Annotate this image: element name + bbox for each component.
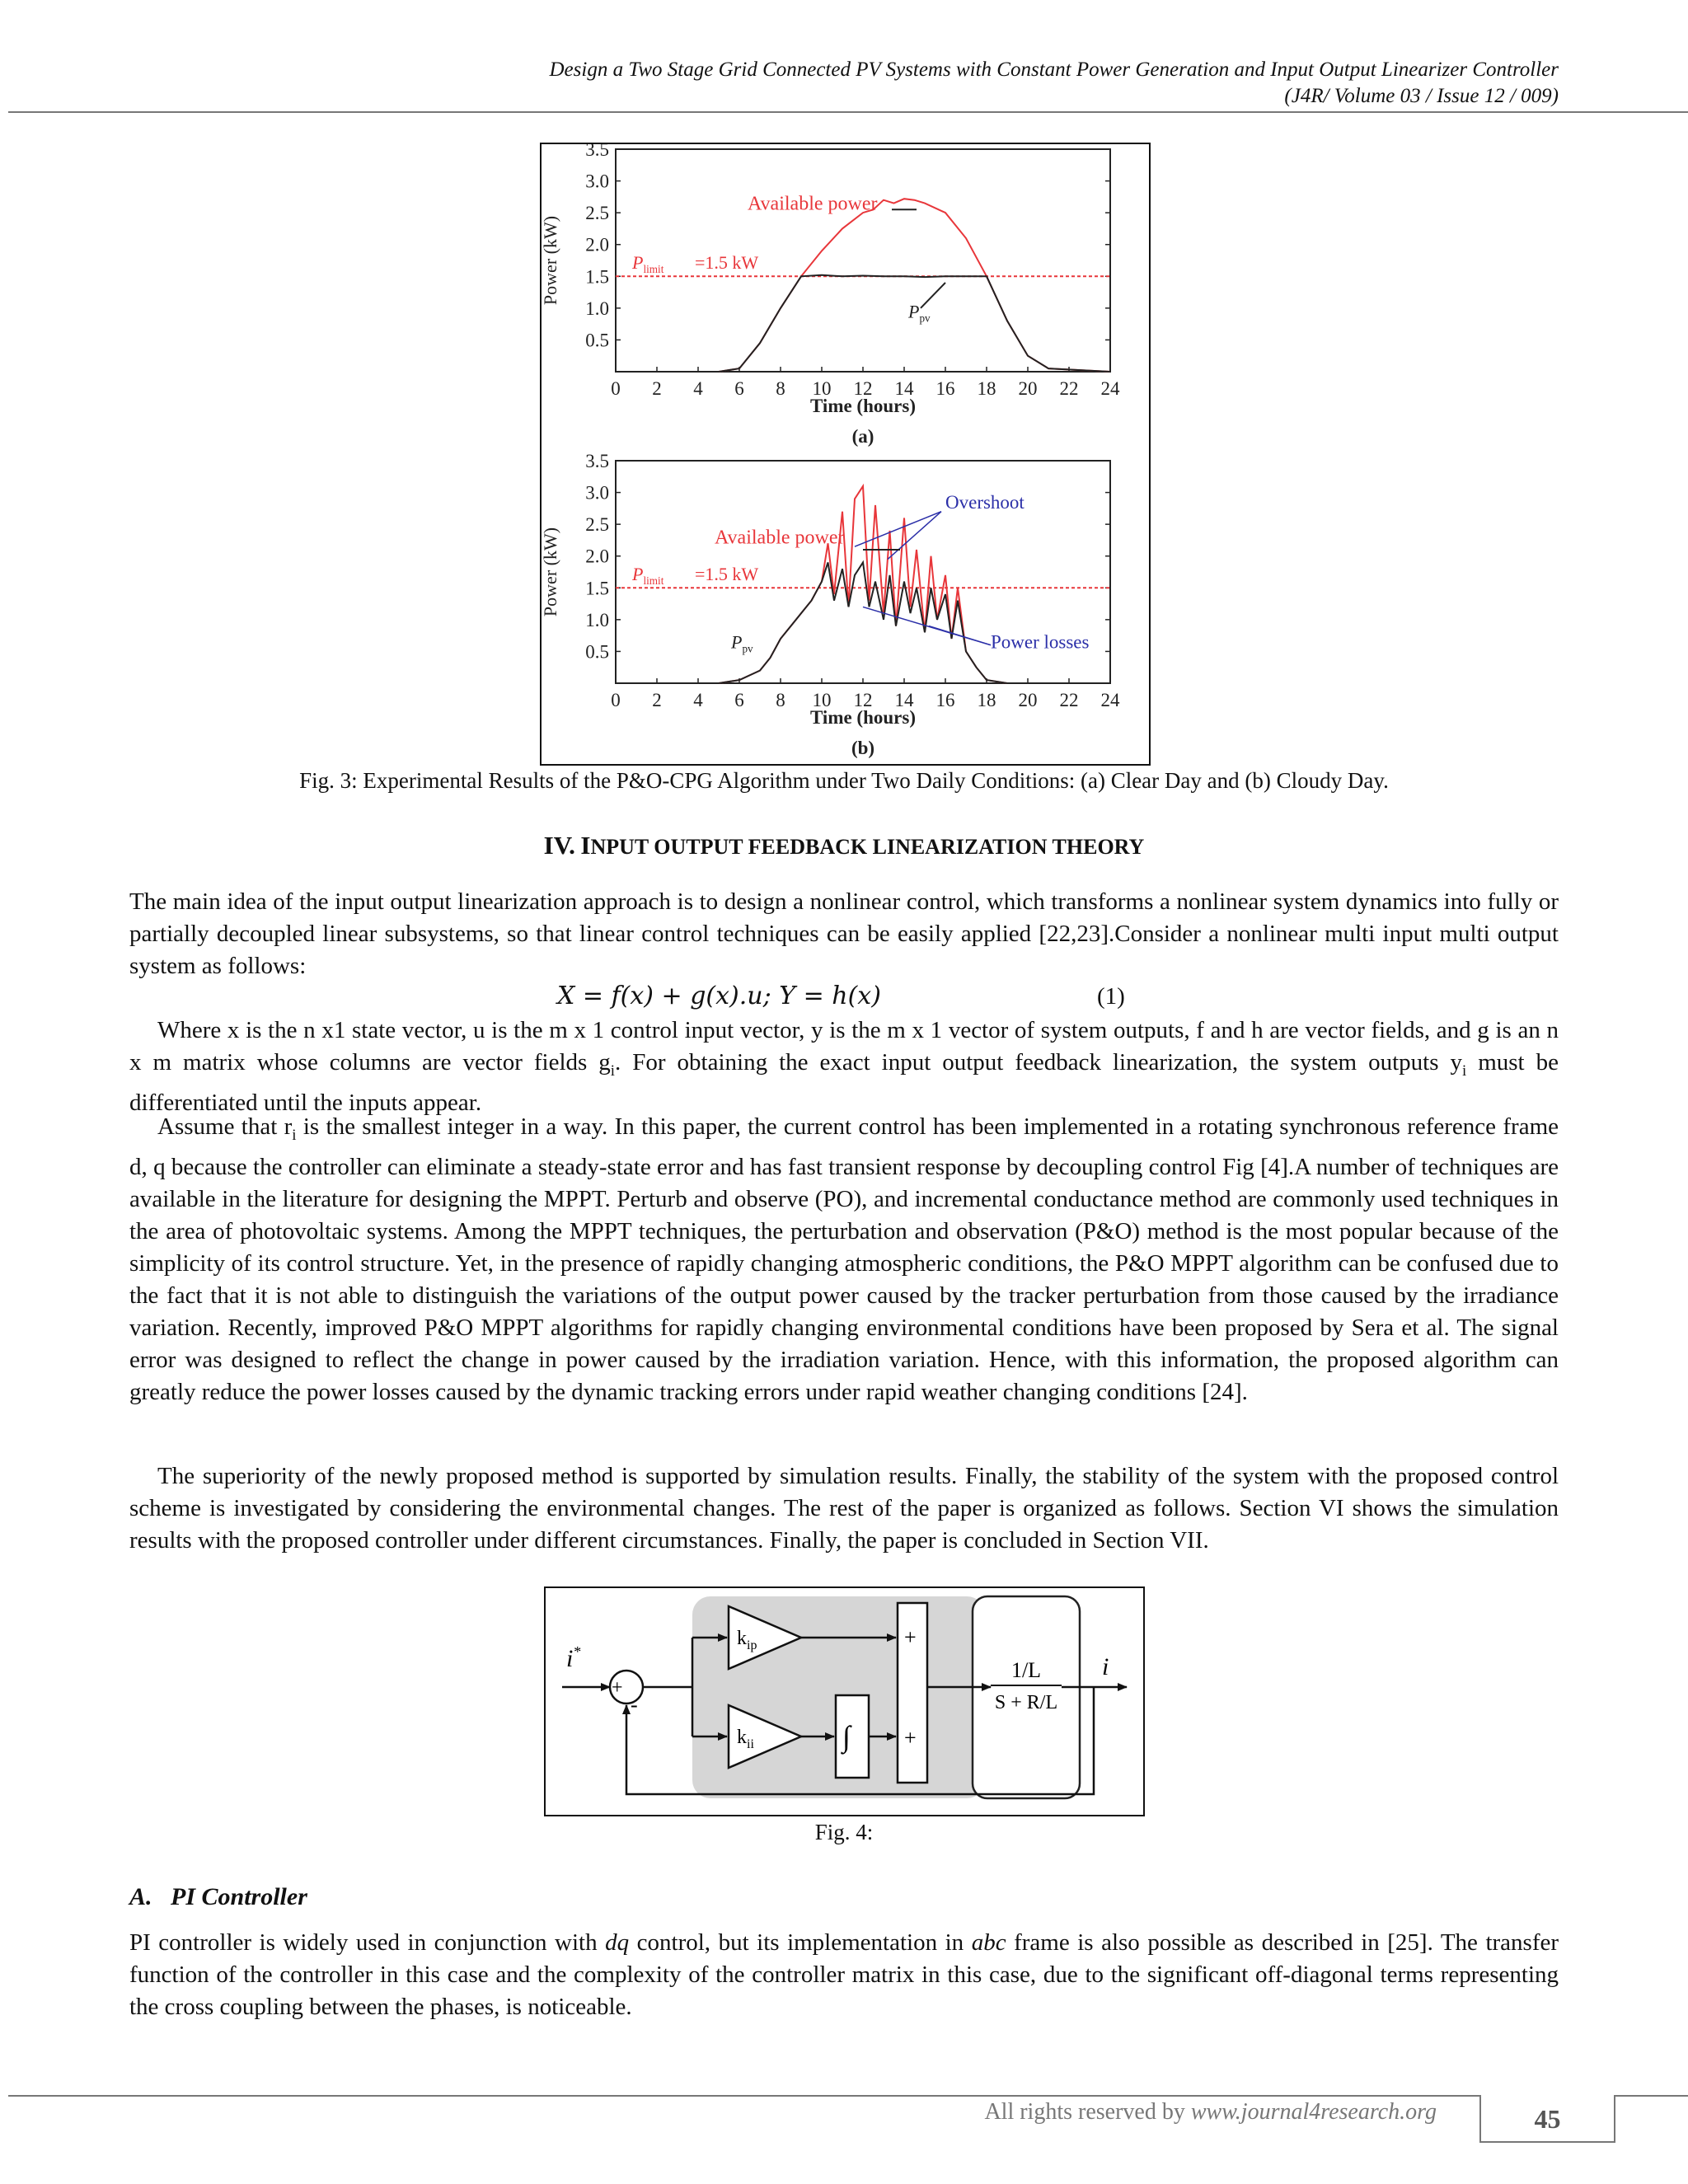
section-title-initial: I [580, 831, 591, 860]
x-tick-label: 2 [652, 690, 662, 710]
series-line-available-power [616, 486, 1110, 683]
kii-gain-label: $k_{ii}$ [737, 1727, 754, 1751]
y-tick-label: 3.5 [585, 451, 609, 471]
p2-sub-g: i [610, 1062, 616, 1080]
y-axis-title: Power (kW) [542, 527, 560, 617]
x-tick-label: 4 [693, 690, 703, 710]
x-tick-label: 18 [977, 378, 996, 399]
x-tick-label: 16 [935, 690, 955, 710]
y-tick-label: 2.0 [585, 234, 609, 255]
subsection-title: PI Controller [171, 1883, 307, 1910]
y-tick-label: 1.5 [585, 266, 609, 288]
section-heading [129, 831, 1559, 860]
y-tick-label: 3.5 [585, 144, 609, 160]
x-tick-label: 4 [693, 378, 703, 399]
ppv-pointer [921, 283, 945, 308]
x-axis-title: Time (hours) [810, 707, 916, 728]
x-tick-label: 6 [734, 690, 744, 710]
integral-icon: ∫ [842, 1720, 851, 1753]
paragraph-mppt [129, 1111, 1559, 1408]
series-line-ppv [616, 275, 1110, 372]
input-signal-label: i* [566, 1643, 581, 1672]
x-tick-label: 20 [1018, 378, 1038, 399]
p3-sub-r: i [292, 1126, 297, 1144]
sum-plus-sign: + [612, 1677, 623, 1699]
p2-text-b: . For obtaining the exact input output feedback linearization, the system outputs y [615, 1049, 1462, 1076]
x-tick-label: 20 [1018, 690, 1038, 710]
y-axis-title: Power (kW) [542, 215, 560, 306]
overshoot-label: Overshoot [945, 491, 1025, 513]
figure-3-chart [542, 144, 1149, 764]
y-tick-label: 1.5 [585, 578, 609, 599]
footer-rights-text: All rights reserved by [984, 2099, 1191, 2125]
subsection-heading [129, 1883, 307, 1911]
footer-site-link[interactable]: www.journal4research.org [1190, 2099, 1437, 2125]
y-tick-label: 1.0 [585, 609, 609, 630]
x-tick-label: 8 [776, 378, 785, 399]
p2-text-a: Where x is the n x1 state vector, u is the m x 1 control input vector, y is the m x 1 vector of system outputs, f and h are vector fields, and g is an n x m matrix whose columns are vector fields g [129, 1017, 1559, 1076]
equation-number: (1) [1097, 983, 1125, 1010]
p3-text-a: Assume that r [157, 1113, 293, 1140]
page-number: 45 [1479, 2095, 1615, 2143]
integrator-block [836, 1695, 869, 1778]
plot-area-1 [616, 149, 1110, 372]
pa-text-a: PI controller is widely used in conjunction with [129, 1929, 606, 1956]
figure-3-frame [540, 143, 1151, 766]
p2-text-c: must be differentiated until the inputs appear. [129, 1049, 1559, 1116]
p3-text-b: is the smallest integer in a way. In this paper, the current control has been implemented in a rotating synchronous reference frame d, q because the controller can eliminate a steady-state error and has fast transient response by decoupling control Fig [4].A number of techniques are available in the literature for designing the MPPT. Perturb and observe (PO), and incremental conductance method are commonly used techniques in the area of photovoltaic systems. Among the MPPT techniques, the perturbation and observation (P&O) method is the most popular because of the simplicity of its control structure. Yet, in the presence of rapidly changing atmospheric conditions, the P&O MPPT algorithm can be confused due to the fact that it is not able to distinguish the variations of the output power caused by the tracker perturbation from those caused by the irradiance variation. Recently, improved P&O MPPT algorithms for rapidly changing environmental conditions have been proposed by Sera et al. The signal error was designed to reflect the change in power caused by the irradiation variation. Hence, with this information, the proposed algorithm can greatly reduce the power losses caused by the dynamic tracking errors under rapid weather changing conditions [24]. [129, 1113, 1559, 1405]
y-tick-label: 3.0 [585, 482, 609, 504]
x-tick-label: 22 [1059, 378, 1079, 399]
x-tick-label: 6 [734, 378, 744, 399]
figure-4-caption: Fig. 4: [814, 1820, 874, 1844]
y-tick-label: 2.0 [585, 546, 609, 567]
available-power-label: Available power [748, 193, 878, 215]
running-header-volume: (J4R/ Volume 03 / Issue 12 / 009) [1284, 85, 1559, 107]
y-tick-label: 0.5 [585, 641, 609, 663]
power-losses-label: Power losses [991, 631, 1090, 653]
ppv-label: $P_{pv}$ [731, 631, 753, 655]
overshoot-pointer [855, 512, 941, 546]
tf-numerator: 1/L [1010, 1658, 1042, 1682]
section-numeral: IV. [543, 831, 575, 860]
adder-plus-top: + [904, 1625, 917, 1649]
adder-plus-bottom: + [904, 1726, 917, 1750]
paragraph-pi-controller [129, 1927, 1559, 2023]
plimit-symbol: $P_{limit}$ [632, 252, 664, 276]
header-rule [8, 111, 1688, 113]
x-tick-label: 12 [853, 378, 873, 399]
y-tick-label: 2.5 [585, 203, 609, 224]
panel-label: (a) [851, 426, 874, 447]
x-tick-label: 10 [812, 378, 832, 399]
pa-text-c: frame is also possible as described in [25]. The transfer function of the controller in this case and the complexity of the controller matrix in this case, due to the significant off-diagonal terms representing the cross coupling between the phases, is noticeable. [129, 1929, 1559, 2020]
figure-4-diagram [546, 1588, 1143, 1815]
losses-pointer [929, 626, 991, 645]
x-tick-label: 24 [1100, 378, 1120, 399]
x-tick-label: 24 [1100, 690, 1120, 710]
ppv-label: $P_{pv}$ [908, 301, 931, 325]
y-tick-label: 1.0 [585, 298, 609, 319]
pa-dq: dq [605, 1929, 630, 1956]
plimit-value: =1.5 kW [695, 252, 759, 274]
x-axis-title: Time (hours) [810, 396, 916, 416]
panel-label: (b) [851, 738, 875, 758]
paragraph-intro: The main idea of the input output linearization approach is to design a nonlinear control, which transforms a nonlinear system dynamics into fully or partially decoupled linear subsystems, so that linear control techniques can be easily applied [22,23].Consider a nonlinear multi input multi output system as follows: [129, 888, 1559, 979]
series-line-available-power [616, 199, 1110, 372]
figure-3-caption: Fig. 3: Experimental Results of the P&O-CPG Algorithm under Two Daily Conditions: (a) Clear Day and (b) Cloudy Day. [299, 768, 1389, 793]
y-tick-label: 3.0 [585, 171, 609, 192]
x-tick-label: 0 [611, 378, 621, 399]
paragraph-definitions [129, 1015, 1559, 1119]
overshoot-pointer [888, 512, 941, 560]
plimit-symbol: $P_{limit}$ [632, 564, 664, 588]
plimit-value: =1.5 kW [695, 564, 759, 585]
x-tick-label: 22 [1059, 690, 1079, 710]
running-header-title: Design a Two Stage Grid Connected PV Systems with Constant Power Generation and Input Output Linearizer Controller [549, 59, 1559, 81]
x-tick-label: 14 [894, 690, 914, 710]
x-tick-label: 10 [812, 690, 832, 710]
p2-sub-y: i [1461, 1062, 1467, 1080]
available-power-label: Available power [715, 527, 845, 549]
figure-4-frame [544, 1586, 1145, 1816]
p4-text: The superiority of the newly proposed method is supported by simulation results. Finally, the stability of the system with the proposed control scheme is investigated by considering the environmental changes. The rest of the paper is organized as follows. Section VI shows the simulation results with the proposed controller under different circumstances. Finally, the paper is concluded in Section VII. [129, 1463, 1559, 1554]
x-tick-label: 2 [652, 378, 662, 399]
paragraph-organization [129, 1460, 1559, 1557]
subsection-label: A. [129, 1883, 152, 1910]
footer-rule-right [1615, 2095, 1688, 2097]
kip-gain-label: $k_{ip}$ [737, 1628, 757, 1652]
equation-1: X = f(x) + g(x).u; Y = h(x) [557, 982, 881, 1010]
pa-abc: abc [971, 1929, 1006, 1956]
x-tick-label: 0 [611, 690, 621, 710]
tf-denominator: S + R/L [994, 1692, 1058, 1713]
x-tick-label: 16 [935, 378, 955, 399]
pa-text-b: control, but its implementation in [629, 1929, 972, 1956]
x-tick-label: 14 [894, 378, 914, 399]
y-tick-label: 0.5 [585, 330, 609, 351]
output-signal-label: i [1102, 1653, 1109, 1680]
series-line-ppv [616, 562, 1110, 683]
sum-minus-sign: - [631, 1693, 638, 1717]
section-title-rest: NPUT OUTPUT FEEDBACK LINEARIZATION THEORY [590, 835, 1145, 859]
y-tick-label: 2.5 [585, 514, 609, 536]
x-tick-label: 12 [853, 690, 873, 710]
x-tick-label: 8 [776, 690, 785, 710]
footer-rule-left [8, 2095, 1479, 2097]
x-tick-label: 18 [977, 690, 996, 710]
footer-rights [984, 2099, 1437, 2125]
